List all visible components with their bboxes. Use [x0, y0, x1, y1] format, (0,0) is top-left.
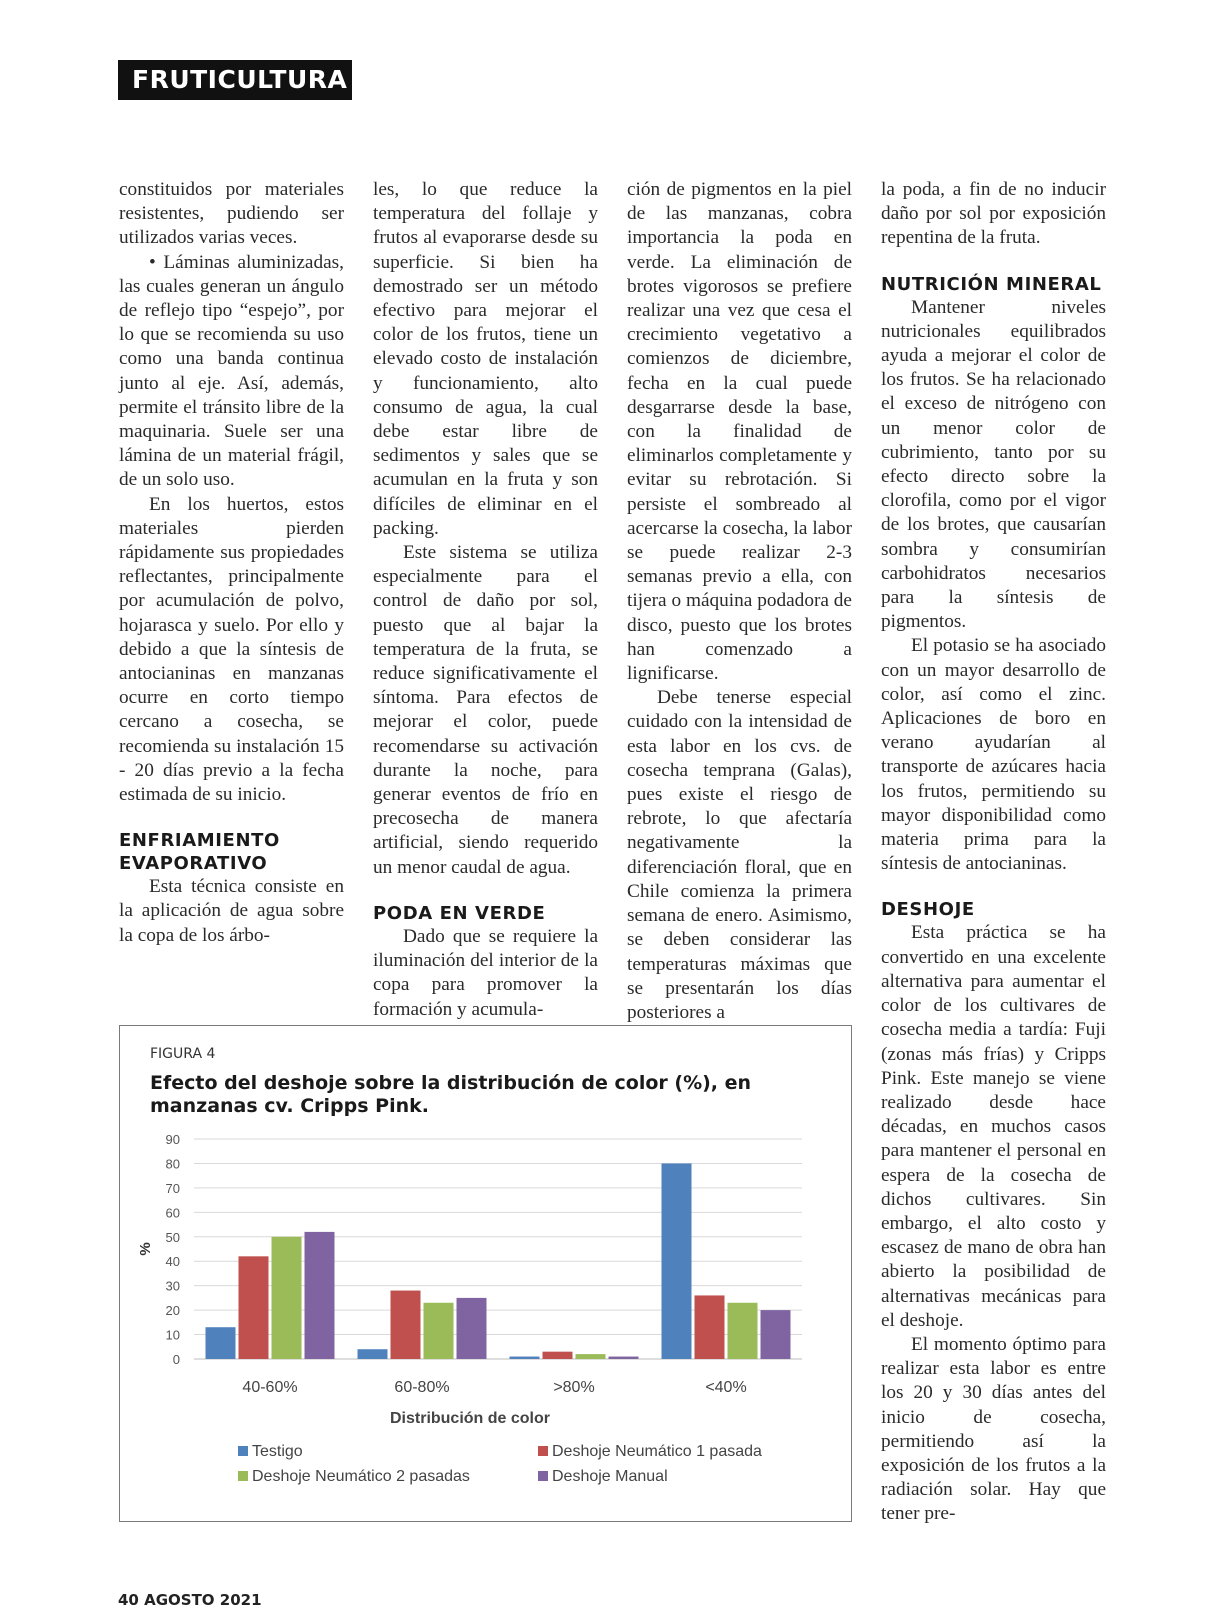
section-heading: ENFRIAMIENTO EVAPORATIVO	[119, 830, 280, 875]
y-tick-label: 30	[165, 1278, 180, 1294]
legend-swatch	[238, 1446, 248, 1456]
text-column-1	[119, 178, 344, 948]
legend-label: Deshoje Neumático 1 pasada	[552, 1443, 762, 1460]
x-tick-label: 60-80%	[394, 1379, 450, 1396]
text-column-3	[627, 178, 852, 1025]
bar-deshoje-neum-tico-1-pasada	[695, 1295, 725, 1359]
figure-title: Efecto del deshoje sobre la distribución de color (%), en manzanas cv. Cripps Pink.	[150, 1072, 752, 1117]
text-column-2	[373, 178, 598, 1022]
x-tick-label: >80%	[553, 1379, 595, 1396]
section-heading: DESHOJE	[881, 899, 975, 921]
legend-swatch	[238, 1471, 248, 1481]
bar-deshoje-neum-tico-1-pasada	[543, 1352, 573, 1359]
bar-deshoje-neum-tico-2-pasadas	[272, 1237, 302, 1359]
paragraph: Mantener niveles nutricionales equilibrados ayuda a mejorar el color de los frutos. Se ha relacionado el exceso de nitrógeno con un menor color de cubrimiento, tanto por su efecto directo sobre la clorofila, como por el vigor de los brotes, que causarían sombra y consumirían carbohidratos necesarios para la síntesis de pigmentos.	[881, 296, 1106, 633]
paragraph: la poda, a fin de no inducir daño por sol por exposición repentina de la fruta.	[881, 179, 1106, 249]
y-tick-label: 10	[165, 1327, 180, 1343]
text-column-4	[881, 178, 1106, 1527]
bar-deshoje-manual	[457, 1298, 487, 1359]
y-tick-label: 50	[165, 1229, 180, 1245]
y-tick-label: 20	[165, 1303, 180, 1319]
legend-label: Deshoje Manual	[552, 1468, 668, 1485]
section-heading: PODA EN VERDE	[373, 902, 546, 924]
paragraph: Esta práctica se ha convertido en una excelente alternativa para aumentar el color de los cultivares de cosecha media a tardía: Fuji (zonas más frías) y Cripps Pink. Este manejo se viene realizado desde hace décadas, en muchos casos para mantener el personal en espera de la cosecha de dichos cultivares. Sin embargo, el alto costo y escasez de mano de obra han abierto la posibilidad de alternativas mecánicas para el deshoje.	[881, 922, 1106, 1331]
paragraph: Este sistema se utiliza especialmente para el control de daño por sol, puesto que al bajar la temperatura de la fruta, se reduce significativamente el síntoma. Para efectos de mejorar el color, puede recomendarse su activación durante la noche, para generar eventos de frío en precosecha de manera artificial, siendo requerido un menor caudal de agua.	[373, 542, 598, 878]
section-label: FRUTICULTURA	[118, 60, 352, 100]
bar-deshoje-manual	[609, 1357, 639, 1359]
y-tick-label: 90	[165, 1132, 180, 1147]
paragraph: En los huertos, estos materiales pierden rápidamente sus propiedades reflectantes, principalmente por acumulación de polvo, hojarasca y suelo. Por ello y debido a que la síntesis de antocianinas en manzanas ocurre en corto tiempo cercano a cosecha, se recomienda su instalación 15 - 20 días previo a la fecha estimada de su inicio.	[119, 493, 344, 806]
y-tick-label: 70	[165, 1180, 180, 1196]
bar-testigo	[358, 1349, 388, 1359]
x-tick-label: 40-60%	[242, 1379, 298, 1396]
bar-deshoje-neum-tico-1-pasada	[239, 1256, 269, 1359]
page-footer: 40 AGOSTO 2021	[118, 1591, 262, 1609]
paragraph: constituidos por materiales resistentes, pudiendo ser utilizados varias veces.	[119, 179, 344, 249]
bullet-paragraph: • Láminas aluminizadas, las cuales generan un ángulo de reflejo tipo “espejo”, por lo que se recomienda su uso como una banda continua junto al eje. Así, además, permite el tránsito libre de la maquinaria. Suele ser una lámina de un material frágil, de un solo uso.	[119, 251, 344, 491]
y-tick-label: 40	[165, 1254, 180, 1270]
paragraph: El momento óptimo para realizar esta labor es entre los 20 y 30 días antes del inicio de cosecha, permitiendo así la exposición de los frutos a la radiación solar. Hay que tener pre-	[881, 1333, 1106, 1525]
y-tick-label: 0	[172, 1352, 180, 1367]
bar-deshoje-neum-tico-2-pasadas	[424, 1303, 454, 1359]
paragraph: Dado que se requiere la iluminación del interior de la copa para promover la formación y acumula-	[373, 925, 598, 1020]
paragraph: El potasio se ha asociado con un mayor desarrollo de color, así como el zinc. Aplicaciones de boro en verano ayudarían al transporte de azúcares hacia los frutos, permitiendo su mayor disponibilidad como materia prima para la síntesis de antocianinas.	[881, 635, 1106, 875]
legend-label: Testigo	[252, 1443, 303, 1460]
bar-deshoje-manual	[761, 1310, 791, 1359]
paragraph: Debe tenerse especial cuidado con la intensidad de esta labor en los cvs. de cosecha temprana (Galas), pues existe el riesgo de rebrote, lo que afectaría negativamente la diferenciación floral, que en Chile comienza la primera semana de enero. Asimismo, se deben considerar las temperaturas máximas que se presentarán los días posteriores a	[627, 687, 852, 1023]
bar-deshoje-neum-tico-1-pasada	[391, 1291, 421, 1359]
y-tick-label: 60	[165, 1205, 180, 1221]
bar-deshoje-manual	[305, 1232, 335, 1359]
bar-deshoje-neum-tico-2-pasadas	[576, 1354, 606, 1359]
legend-label: Deshoje Neumático 2 pasadas	[252, 1468, 470, 1485]
y-axis-label: %	[137, 1242, 154, 1256]
bar-testigo	[206, 1327, 236, 1359]
y-tick-label: 80	[165, 1156, 180, 1172]
x-axis-label: Distribución de color	[389, 1410, 551, 1427]
bar-testigo	[510, 1357, 540, 1359]
paragraph: ción de pigmentos en la piel de las manzanas, cobra importancia la poda en verde. La eliminación de brotes vigorosos se prefiere realizar una vez que cesa el crecimiento vegetativo a comienzos de diciembre, fecha en la cual puede desgarrarse desde la base, con la finalidad de eliminarlos completamente y evitar su rebrotación. Si persiste el sombreado al acercarse la cosecha, la labor se puede realizar 2-3 semanas previo a ella, con tijera o máquina podadora de disco, puesto que los brotes han comenzado a lignificarse.	[627, 179, 852, 685]
legend-swatch	[538, 1446, 548, 1456]
legend-swatch	[538, 1471, 548, 1481]
x-tick-label: <40%	[705, 1379, 747, 1396]
figure-4	[119, 1025, 852, 1522]
paragraph: Esta técnica consiste en la aplicación de agua sobre la copa de los árbo-	[119, 876, 344, 946]
paragraph: les, lo que reduce la temperatura del follaje y frutos al evaporarse desde su superficie. Si bien ha demostrado ser un método efectivo para mejorar el color de los frutos, tiene un elevado costo de instalación y funcionamiento, alto consumo de agua, la cual debe estar libre de sedimentos y sales que se acumulan en la fruta y son difíciles de eliminar en el packing.	[373, 179, 598, 539]
bar-testigo	[662, 1163, 692, 1359]
section-heading: NUTRICIÓN MINERAL	[881, 273, 1102, 295]
figure-label: FIGURA 4	[150, 1046, 216, 1062]
bar-deshoje-neum-tico-2-pasadas	[728, 1303, 758, 1359]
